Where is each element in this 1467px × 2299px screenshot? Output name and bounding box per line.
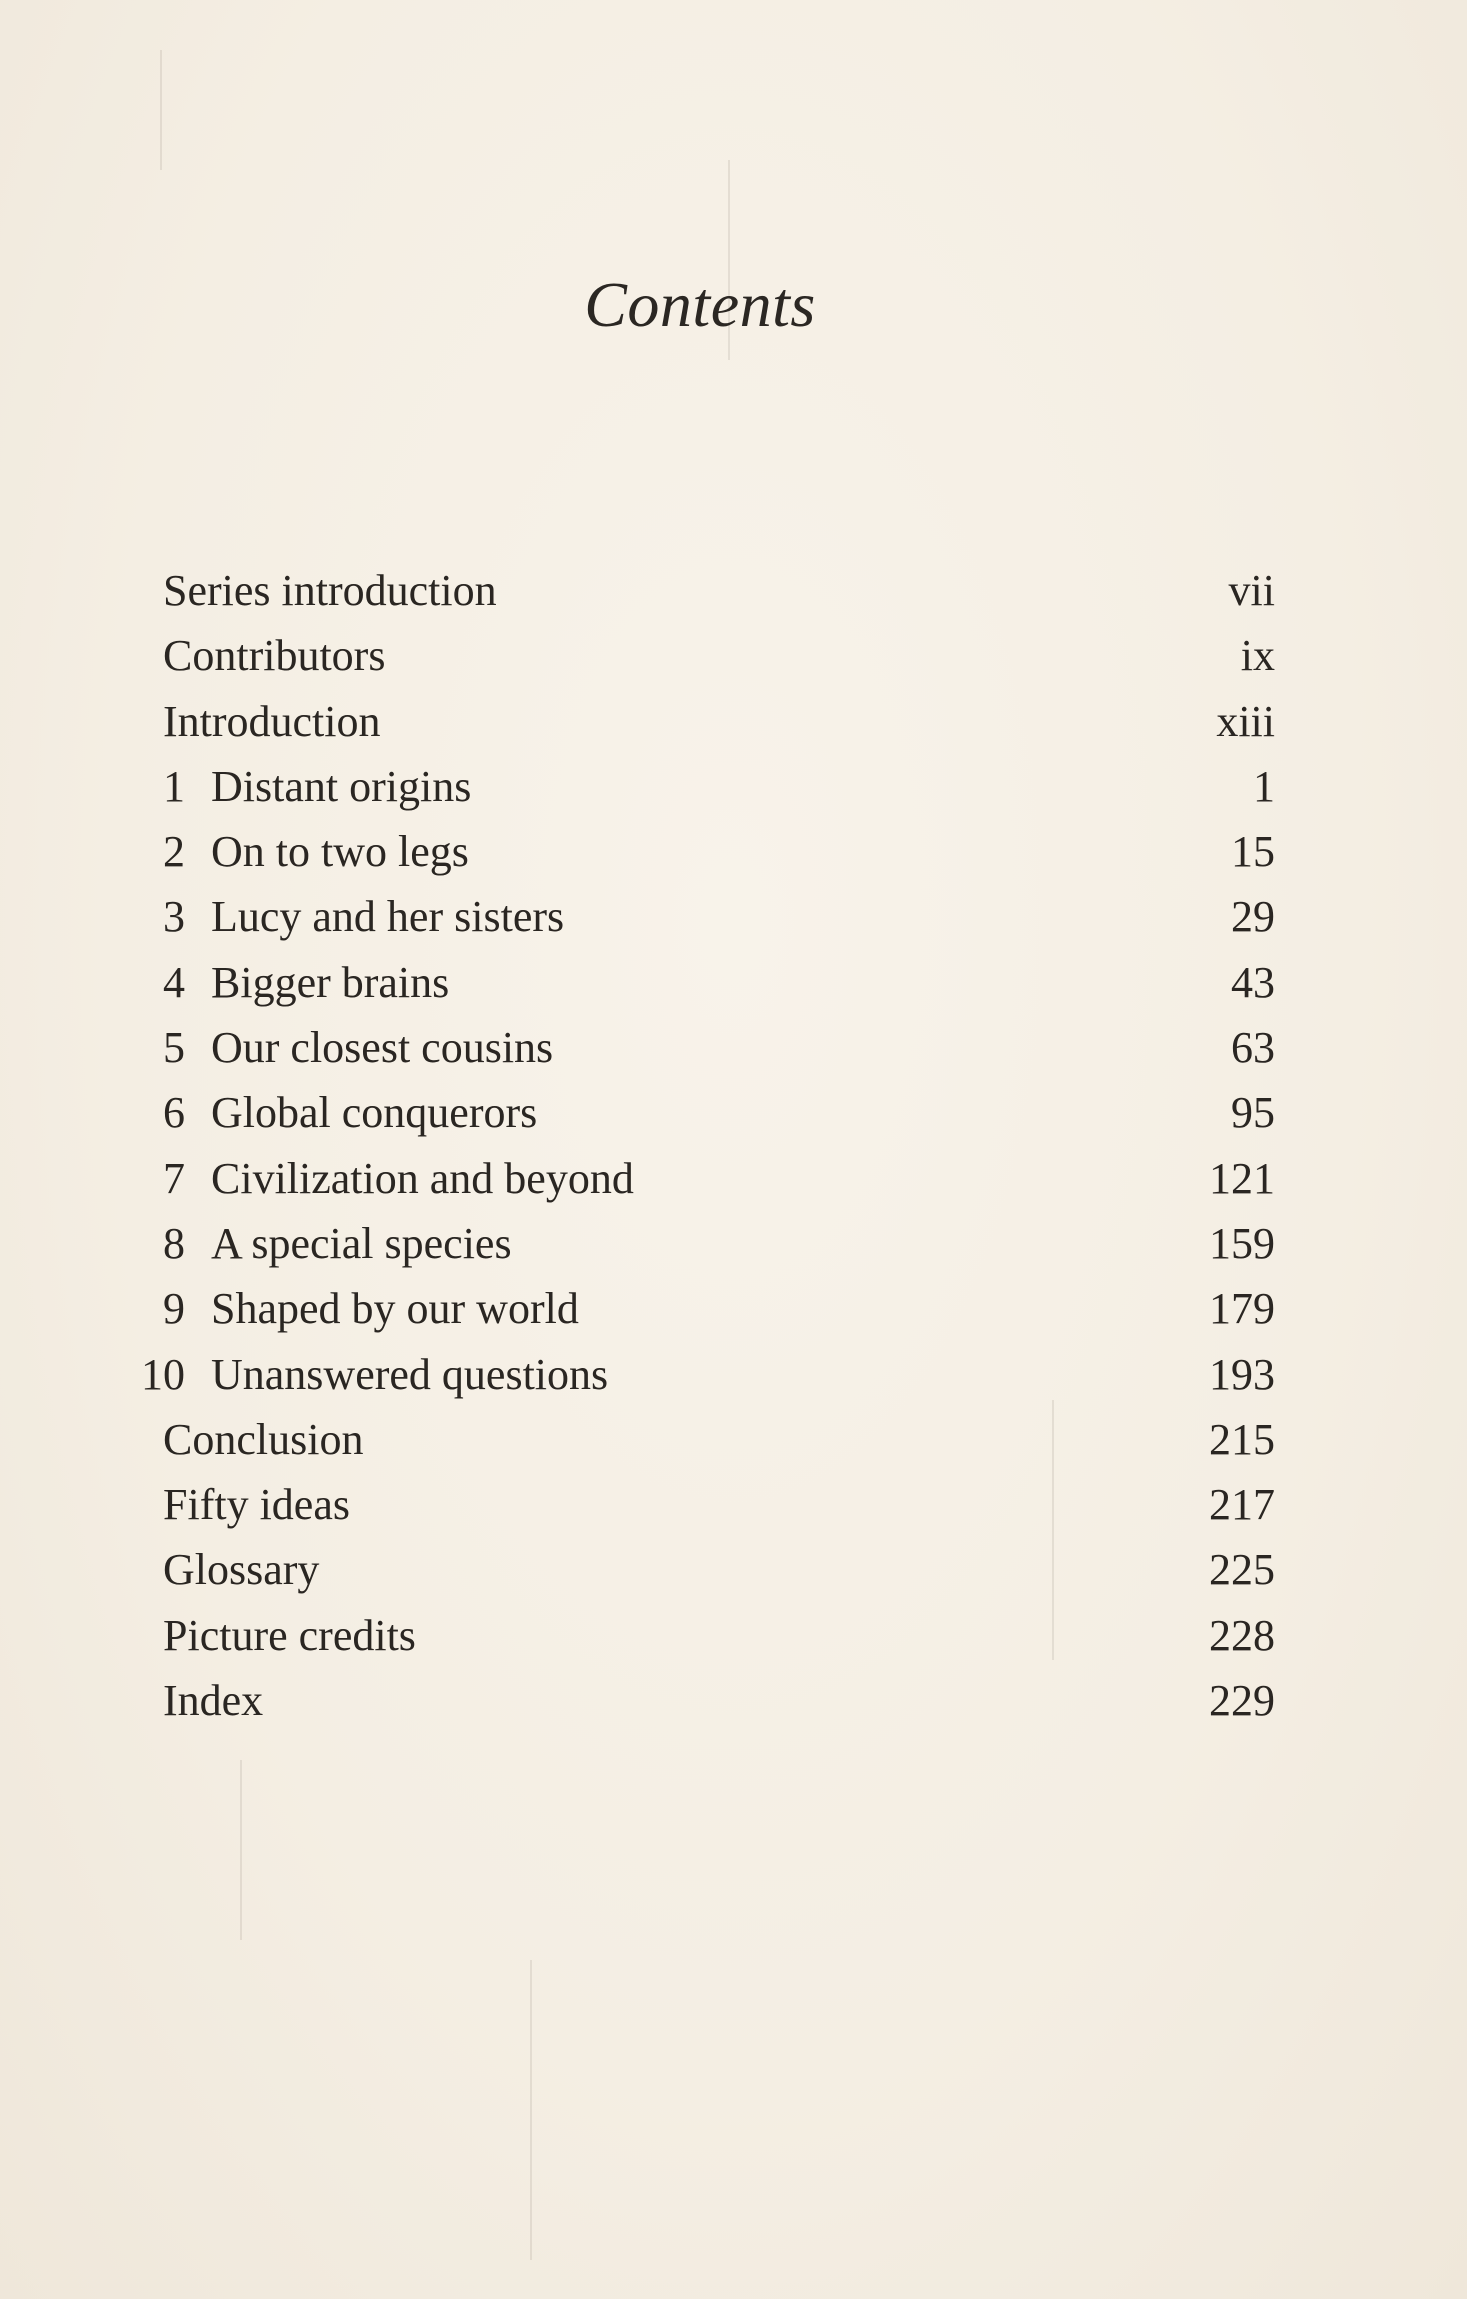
page-number: 95 [1231,1088,1275,1138]
toc-entry [0,1668,1467,1733]
toc-entry [0,1472,1467,1537]
chapter-number: 1 [163,761,185,811]
entry-title: Fifty ideas [163,1480,350,1530]
page-number: 193 [1209,1349,1275,1399]
entry-title: Shaped by our world [211,1284,579,1334]
entry-title: On to two legs [211,827,469,877]
page-number: xiii [1216,696,1275,746]
chapter-number: 6 [163,1088,185,1138]
page-number: 63 [1231,1023,1275,1073]
page-number: 229 [1209,1676,1275,1726]
toc-entry [0,1080,1467,1145]
entry-title: Global conquerors [211,1088,538,1138]
toc-entry [0,1211,1467,1276]
page-number: 217 [1209,1480,1275,1530]
toc-entry [0,1342,1467,1407]
toc-entry [0,819,1467,884]
entry-title: Index [163,1676,264,1726]
table-of-contents [0,558,1467,1733]
entry-title: Series introduction [163,566,497,615]
page-number: 225 [1209,1545,1275,1595]
entry-title: Contributors [163,631,386,681]
toc-entry [0,950,1467,1015]
page-number: 179 [1209,1284,1275,1334]
paper-scuff [240,1760,242,1940]
toc-entry [0,884,1467,949]
entry-title: Our closest cousins [211,1023,554,1073]
entry-title: Civilization and beyond [211,1153,634,1203]
chapter-number: 4 [163,957,185,1007]
toc-entry [0,1015,1467,1080]
entry-title: Glossary [163,1545,320,1595]
entry-title: Unanswered questions [211,1349,609,1399]
page-number: vii [1228,566,1275,615]
page-number: 121 [1209,1153,1275,1203]
entry-title: Lucy and her sisters [211,892,565,942]
toc-entry [0,1603,1467,1668]
page-number: 159 [1209,1218,1275,1268]
entry-title: A special species [211,1218,512,1268]
page-number: 15 [1231,827,1275,877]
entry-title: Introduction [163,696,381,746]
chapter-number: 8 [163,1218,185,1268]
page-number: 228 [1209,1610,1275,1660]
page-number: 43 [1231,957,1275,1007]
page-number: 1 [1253,761,1275,811]
chapter-number: 2 [163,827,185,877]
paper-scuff [160,50,162,170]
chapter-number: 5 [163,1023,185,1073]
page-number: ix [1240,631,1275,681]
entry-title: Distant origins [211,761,472,811]
toc-entry [0,558,1467,623]
toc-entry [0,754,1467,819]
paper-scuff [530,1960,532,2260]
toc-entry [0,623,1467,688]
chapter-number: 9 [163,1284,185,1334]
toc-entry [0,1537,1467,1602]
entry-title: Conclusion [163,1414,364,1464]
page-title: Contents [584,269,816,340]
toc-entry [0,1276,1467,1341]
toc-entry [0,689,1467,754]
toc-entry [0,1146,1467,1211]
chapter-number: 10 [141,1349,185,1399]
entry-title: Picture credits [163,1610,416,1660]
entry-title: Bigger brains [211,957,450,1007]
chapter-number: 3 [163,892,185,942]
chapter-number: 7 [163,1153,185,1203]
page-number: 29 [1231,892,1275,942]
toc-entry [0,1407,1467,1472]
page-number: 215 [1209,1414,1275,1464]
